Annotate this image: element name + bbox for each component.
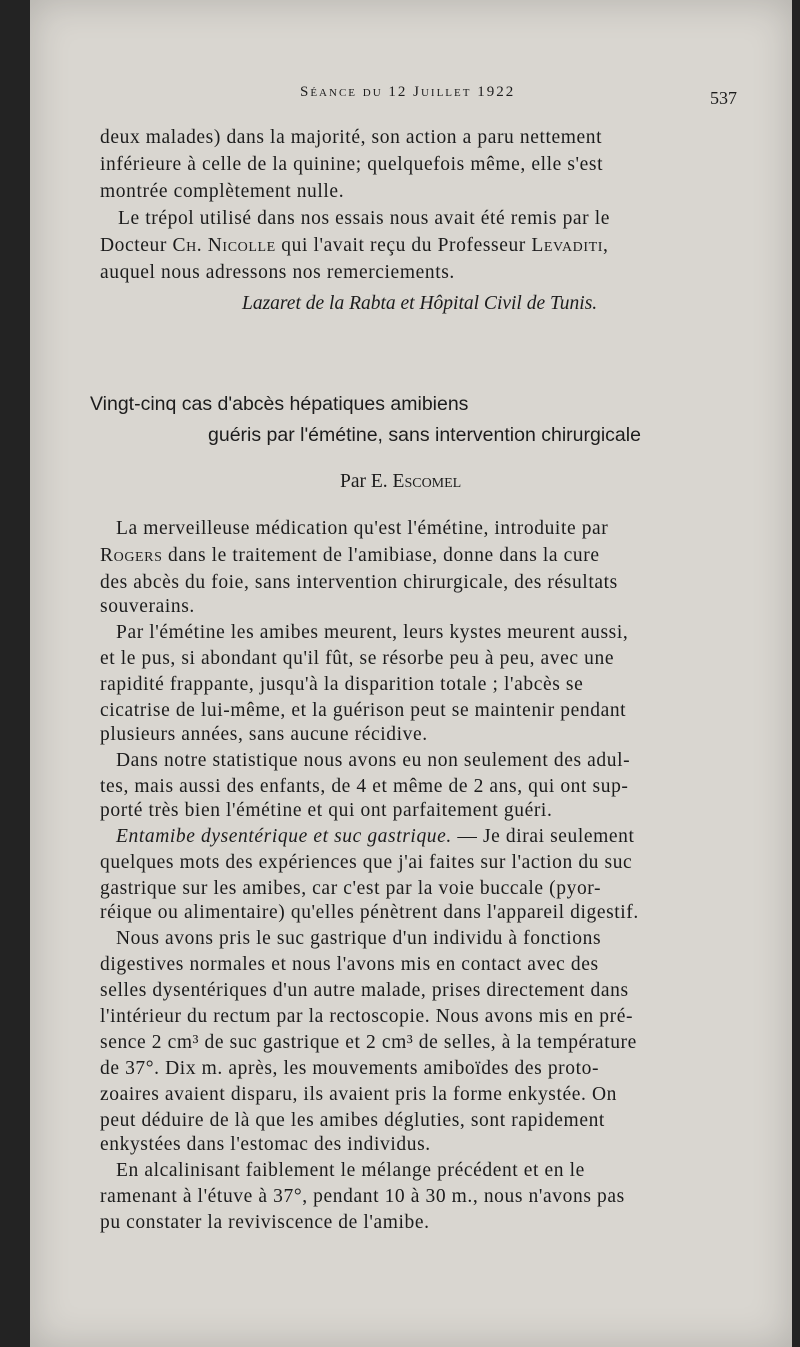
signature-line: Lazaret de la Rabta et Hôpital Civil de Tunis. <box>242 293 598 314</box>
text-span: cicatrise de lui-même, et la guérison peut se maintenir pendant <box>100 700 627 721</box>
text-span: l'intérieur du rectum par la rectoscopie. Nous avons mis en pré- <box>100 1006 634 1027</box>
text-span: réique ou alimentaire) qu'elles pénètrent dans l'appareil digestif. <box>100 902 639 923</box>
byline-prefix: Par E. <box>340 471 393 492</box>
text-line <box>100 1084 617 1106</box>
text-span: Nous avons pris le suc gastrique d'un individu à fonctions <box>116 928 602 949</box>
text-span: zoaires avaient disparu, ils avaient pris la forme enkystée. On <box>100 1084 618 1105</box>
text-span: , <box>603 235 609 256</box>
text-span: ramenant à l'étuve à 37°, pendant 10 à 30 m., nous n'avons pas <box>100 1186 625 1207</box>
text-span: plusieurs années, sans aucune récidive. <box>100 724 428 745</box>
text-line <box>100 724 428 746</box>
text-line <box>116 1160 585 1182</box>
text-line <box>116 928 601 950</box>
text-line <box>100 878 601 900</box>
text-span: Dans notre statistique nous avons eu non seulement des adul- <box>116 750 631 771</box>
text-line <box>100 545 600 567</box>
text-line <box>100 1006 633 1028</box>
text-line <box>100 235 609 257</box>
text-line <box>100 852 632 874</box>
text-line <box>100 1110 605 1132</box>
text-span: peut déduire de là que les amibes dégluties, sont rapidement <box>100 1110 605 1131</box>
author-name: Ch. Nicolle <box>172 235 276 256</box>
text-span: dans le traitement de l'amibiase, donne dans la cure <box>162 545 600 566</box>
text-span: Docteur <box>100 235 173 256</box>
text-line <box>100 648 614 670</box>
page-number: 537 <box>710 88 737 108</box>
text-line <box>116 826 635 848</box>
book-page <box>30 0 792 1347</box>
subheading: Entamibe dysentérique et suc gastrique. <box>116 826 452 847</box>
text-span: auquel nous adressons nos remerciements. <box>100 262 455 283</box>
text-span: de 37°. Dix m. après, les mouvements amiboïdes des proto- <box>100 1058 600 1079</box>
text-line: inférieure à celle de la quinine; quelquefois même, elle s'est <box>100 154 604 175</box>
text-line <box>116 750 630 772</box>
text-line <box>100 800 552 822</box>
text-line <box>100 596 195 618</box>
text-span: digestives normales et nous l'avons mis en contact avec des <box>100 954 599 975</box>
text-span: des abcès du foie, sans intervention chirurgicale, des résultats <box>100 572 618 593</box>
text-span: Le trépol utilisé dans nos essais nous avait été remis par le <box>118 208 611 229</box>
text-line: deux malades) dans la majorité, son action a paru nettement <box>100 127 603 148</box>
article-title-line-2: guéris par l'émétine, sans intervention chirurgicale <box>208 424 641 446</box>
text-line <box>116 518 608 540</box>
author-name: Levaditi <box>531 235 604 256</box>
text-line: montrée complètement nulle. <box>100 181 345 202</box>
text-span: En alcalinisant faiblement le mélange précédent et en le <box>116 1160 585 1181</box>
running-header: Séance du 12 Juillet 1922 <box>300 84 516 100</box>
text-span: sence 2 cm³ de suc gastrique et 2 cm³ de selles, à la température <box>100 1032 637 1053</box>
text-span: souverains. <box>100 596 195 617</box>
text-line <box>100 572 618 594</box>
text-line <box>100 776 629 798</box>
text-line <box>100 980 629 1002</box>
text-span: porté très bien l'émétine et qui ont parfaitement guéri. <box>100 800 553 821</box>
text-span: tes, mais aussi des enfants, de 4 et même de 2 ans, qui ont sup- <box>100 776 629 797</box>
text-span: et le pus, si abondant qu'il fût, se résorbe peu à peu, avec une <box>100 648 615 669</box>
text-span: gastrique sur les amibes, car c'est par la voie buccale (pyor- <box>100 878 602 899</box>
text-span: qui l'avait reçu du Professeur <box>275 235 532 256</box>
text-span: La merveilleuse médication qu'est l'émétine, introduite par <box>116 518 609 539</box>
text-line <box>100 1134 431 1156</box>
author-name: Escomel <box>392 471 462 492</box>
text-line <box>116 622 628 644</box>
text-line <box>100 262 455 284</box>
text-span: enkystées dans l'estomac des individus. <box>100 1134 431 1155</box>
text-line <box>100 1032 637 1054</box>
text-span: quelques mots des expériences que j'ai faites sur l'action du suc <box>100 852 633 873</box>
text-line <box>100 1186 625 1208</box>
text-line <box>100 674 583 696</box>
text-line <box>100 1212 430 1234</box>
text-span: selles dysentériques d'un autre malade, prises directement dans <box>100 980 629 1001</box>
text-span: — Je dirai seulement <box>451 826 635 847</box>
byline <box>340 471 461 493</box>
text-line <box>100 1058 599 1080</box>
text-line <box>100 902 639 924</box>
text-line <box>100 700 626 722</box>
text-span: pu constater la reviviscence de l'amibe. <box>100 1212 430 1233</box>
author-name: Rogers <box>100 545 163 566</box>
article-title-line-1: Vingt-cinq cas d'abcès hépatiques amibiens <box>90 393 469 415</box>
text-line <box>100 954 599 976</box>
text-line <box>118 208 610 230</box>
text-span: Par l'émétine les amibes meurent, leurs kystes meurent aussi, <box>116 622 629 643</box>
text-span: rapidité frappante, jusqu'à la disparition totale ; l'abcès se <box>100 674 584 695</box>
